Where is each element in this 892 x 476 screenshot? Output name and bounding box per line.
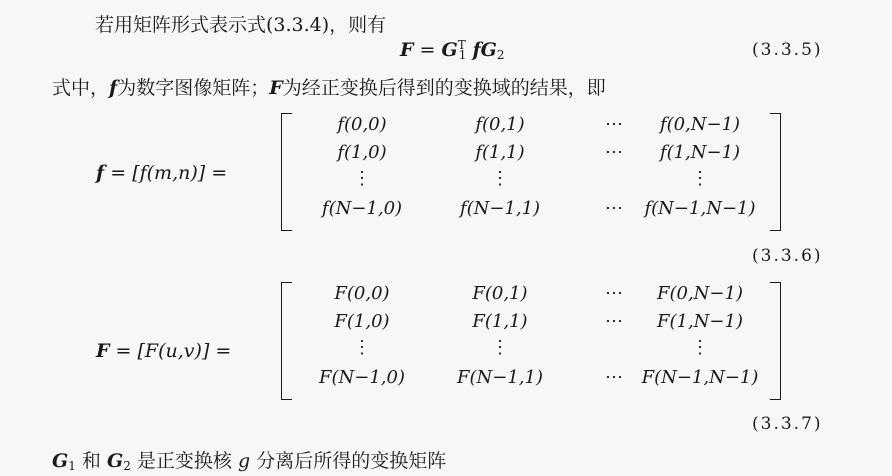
eq7-cell-r0-c0: F(0,0) bbox=[334, 283, 390, 304]
def-f: f bbox=[109, 77, 118, 99]
eq7-lhs-F: F bbox=[96, 340, 110, 362]
eq5-G2: G bbox=[480, 39, 497, 61]
eq6-cell-r0-c1: f(0,1) bbox=[475, 114, 525, 135]
last-G1: G bbox=[52, 450, 69, 472]
equation-3-3-5 bbox=[400, 38, 505, 62]
eq5-G1: G bbox=[441, 39, 458, 61]
eq6-cell-r1-c0: f(1,0) bbox=[337, 142, 387, 163]
eq6-lhs-rest: = [f(m,n)] = bbox=[110, 162, 228, 184]
eq7-number: (3.3.7) bbox=[752, 414, 823, 434]
def-F: F bbox=[269, 77, 283, 99]
eq5-number: (3.3.5) bbox=[752, 40, 823, 60]
intro-sentence: 若用矩阵形式表示式(3.3.4)，则有 bbox=[95, 14, 387, 36]
eq7-right-bracket bbox=[770, 282, 781, 400]
eq6-lhs bbox=[96, 162, 227, 184]
eq7-cell-r1-c0: F(1,0) bbox=[334, 311, 390, 332]
eq6-cell-r2-c0: ⋮ bbox=[353, 168, 371, 189]
last-G1-sub: 1 bbox=[68, 459, 76, 473]
eq5-f: f bbox=[472, 39, 481, 61]
eq7-cell-r0-c2: ⋯ bbox=[605, 283, 623, 304]
eq7-cell-r1-c2: ⋯ bbox=[605, 311, 623, 332]
last-p1: 是正变换核 bbox=[136, 450, 232, 472]
eq6-cell-r2-c3: ⋮ bbox=[691, 168, 709, 189]
eq5-G1-sub: 1 bbox=[458, 48, 467, 62]
eq7-cell-r1-c1: F(1,1) bbox=[472, 311, 528, 332]
eq5-equals: = bbox=[419, 39, 436, 61]
eq6-cell-r1-c3: f(1,N−1) bbox=[659, 142, 741, 163]
eq7-cell-r2-c0: ⋮ bbox=[353, 337, 371, 358]
last-p2: 分离后所得的变换矩阵 bbox=[256, 450, 447, 472]
def-p1: 式中， bbox=[52, 77, 110, 99]
eq6-cell-r3-c1: f(N−1,1) bbox=[459, 198, 541, 219]
eq6-cell-r3-c3: f(N−1,N−1) bbox=[644, 198, 756, 219]
last-G2-sub: 2 bbox=[123, 459, 131, 473]
eq6-cell-r1-c2: ⋯ bbox=[605, 142, 623, 163]
eq6-cell-r0-c2: ⋯ bbox=[605, 114, 623, 135]
def-p3: 为经正变换后得到的变换域的结果，即 bbox=[282, 77, 606, 99]
eq7-cell-r0-c1: F(0,1) bbox=[472, 283, 528, 304]
last-g: g bbox=[237, 450, 251, 472]
definition-sentence bbox=[52, 73, 606, 100]
eq7-lhs-rest: = [F(u,v)] = bbox=[115, 340, 232, 362]
eq5-F: F bbox=[400, 39, 414, 61]
last-G2: G bbox=[106, 450, 124, 472]
eq5-G1-sup: T bbox=[457, 38, 466, 52]
eq7-cell-r3-c3: F(N−1,N−1) bbox=[641, 367, 759, 388]
eq6-cell-r2-c1: ⋮ bbox=[491, 168, 509, 189]
eq7-lhs bbox=[96, 340, 231, 362]
eq6-cell-r1-c1: f(1,1) bbox=[475, 142, 525, 163]
def-p2: 为数字图像矩阵； bbox=[117, 77, 270, 99]
eq7-cell-r3-c0: F(N−1,0) bbox=[319, 367, 405, 388]
eq7-cell-r0-c3: F(0,N−1) bbox=[657, 283, 743, 304]
eq7-cell-r2-c3: ⋮ bbox=[691, 337, 709, 358]
eq7-cell-r3-c1: F(N−1,1) bbox=[457, 367, 543, 388]
eq6-cell-r3-c0: f(N−1,0) bbox=[321, 198, 403, 219]
closing-sentence bbox=[52, 446, 446, 473]
eq7-left-bracket bbox=[281, 282, 292, 400]
eq7-cell-r2-c1: ⋮ bbox=[491, 337, 509, 358]
eq6-left-bracket bbox=[281, 113, 292, 231]
eq5-G2-sub: 2 bbox=[496, 48, 505, 62]
eq7-cell-r3-c2: ⋯ bbox=[605, 367, 623, 388]
eq6-cell-r0-c3: f(0,N−1) bbox=[659, 114, 741, 135]
eq6-number: (3.3.6) bbox=[752, 246, 823, 266]
last-and: 和 bbox=[81, 450, 101, 472]
eq6-right-bracket bbox=[770, 113, 781, 231]
eq6-cell-r3-c2: ⋯ bbox=[605, 198, 623, 219]
eq6-cell-r0-c0: f(0,0) bbox=[337, 114, 387, 135]
eq6-lhs-f: f bbox=[96, 162, 105, 184]
eq7-cell-r1-c3: F(1,N−1) bbox=[657, 311, 743, 332]
